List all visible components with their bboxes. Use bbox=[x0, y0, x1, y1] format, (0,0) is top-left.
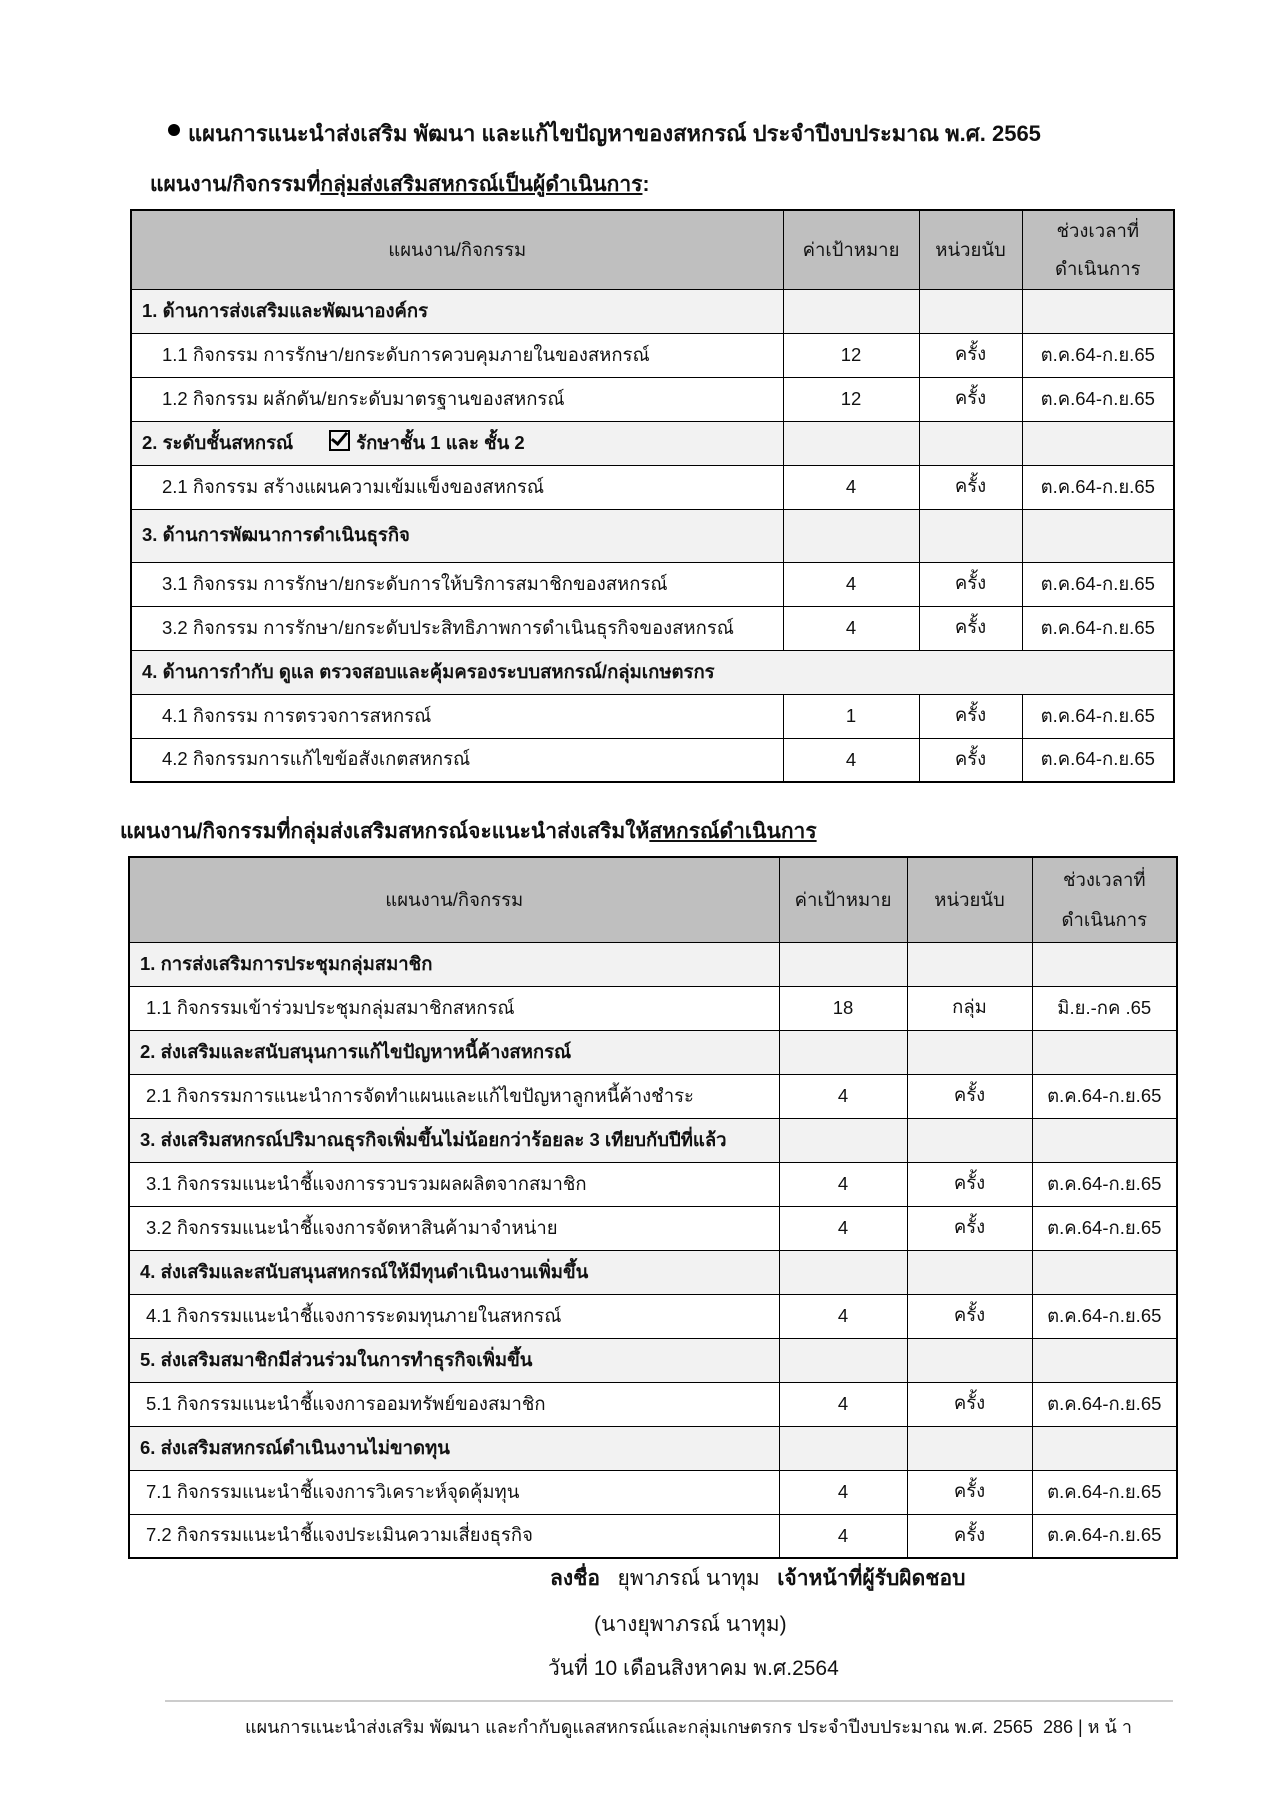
activity-row bbox=[129, 1074, 1177, 1118]
activity-row bbox=[131, 333, 1174, 377]
col-target: ค่าเป้าหมาย bbox=[779, 857, 907, 942]
signature-line bbox=[550, 1562, 965, 1595]
heading-underlined: สหกรณ์ดำเนินการ bbox=[649, 820, 817, 843]
empty-cell bbox=[1022, 509, 1174, 562]
section-row bbox=[129, 1250, 1177, 1294]
unit-cell: ครั้ง bbox=[907, 1206, 1032, 1250]
period-cell: ต.ค.64-ก.ย.65 bbox=[1022, 377, 1174, 421]
activity-cell: 2.1 กิจกรรม สร้างแผนความเข้มแข็งของสหกรณ์ bbox=[131, 465, 783, 509]
period-cell: มิ.ย.-กค .65 bbox=[1032, 986, 1177, 1030]
section-label: 6. ส่งเสริมสหกรณ์ดำเนินงานไม่ขาดทุน bbox=[140, 1436, 450, 1458]
target-cell: 1 bbox=[783, 694, 919, 738]
empty-cell bbox=[779, 942, 907, 986]
empty-cell bbox=[919, 421, 1022, 465]
activity-cell: 1.2 กิจกรรม ผลักดัน/ยกระดับมาตรฐานของสหกรณ์ bbox=[131, 377, 783, 421]
target-cell: 4 bbox=[779, 1382, 907, 1426]
empty-cell bbox=[919, 509, 1022, 562]
table-header-row bbox=[129, 857, 1177, 942]
period-cell: ต.ค.64-ก.ย.65 bbox=[1022, 333, 1174, 377]
activity-row bbox=[129, 1514, 1177, 1558]
target-cell: 12 bbox=[783, 377, 919, 421]
target-cell: 4 bbox=[779, 1514, 907, 1558]
section-label-cell bbox=[129, 942, 779, 986]
empty-cell bbox=[1032, 1338, 1177, 1382]
section-row bbox=[129, 1338, 1177, 1382]
empty-cell bbox=[779, 1118, 907, 1162]
activity-row bbox=[129, 1294, 1177, 1338]
period-cell: ต.ค.64-ก.ย.65 bbox=[1022, 606, 1174, 650]
table-header-row bbox=[131, 210, 1174, 289]
empty-cell bbox=[907, 1030, 1032, 1074]
activity-cell: 5.1 กิจกรรมแนะนำชี้แจงการออมทรัพย์ของสมาชิก bbox=[129, 1382, 779, 1426]
section-row bbox=[131, 509, 1174, 562]
section-label-cell bbox=[129, 1338, 779, 1382]
activity-row bbox=[131, 738, 1174, 782]
unit-cell: ครั้ง bbox=[907, 1514, 1032, 1558]
activity-cell: 1.1 กิจกรรมเข้าร่วมประชุมกลุ่มสมาชิกสหกรณ์ bbox=[129, 986, 779, 1030]
empty-cell bbox=[907, 1118, 1032, 1162]
section-label: 1. ด้านการส่งเสริมและพัฒนาองค์กร bbox=[142, 299, 429, 321]
section-label: 3. ส่งเสริมสหกรณ์ปริมาณธุรกิจเพิ่มขึ้นไม่น้อยกว่าร้อยละ 3 เทียบกับปีที่แล้ว bbox=[140, 1128, 727, 1150]
empty-cell bbox=[779, 1250, 907, 1294]
empty-cell bbox=[907, 1426, 1032, 1470]
activity-cell: 4.1 กิจกรรม การตรวจการสหกรณ์ bbox=[131, 694, 783, 738]
target-cell: 4 bbox=[783, 606, 919, 650]
period-cell: ต.ค.64-ก.ย.65 bbox=[1032, 1074, 1177, 1118]
footer-divider bbox=[165, 1700, 1173, 1702]
section-label: 3. ด้านการพัฒนาการดำเนินธุรกิจ bbox=[142, 524, 410, 545]
title-text: แผนการแนะนำส่งเสริม พัฒนา และแก้ไขปัญหาของสหกรณ์ ประจำปีงบประมาณ พ.ศ. 2565 bbox=[188, 121, 1041, 146]
period-cell: ต.ค.64-ก.ย.65 bbox=[1032, 1206, 1177, 1250]
col-unit: หน่วยนับ bbox=[919, 210, 1022, 289]
col-target: ค่าเป้าหมาย bbox=[783, 210, 919, 289]
activity-cell: 3.1 กิจกรรมแนะนำชี้แจงการรวบรวมผลผลิตจากสมาชิก bbox=[129, 1162, 779, 1206]
empty-cell bbox=[1032, 1250, 1177, 1294]
document-title bbox=[168, 116, 1041, 151]
empty-cell bbox=[779, 1338, 907, 1382]
activity-row bbox=[129, 1382, 1177, 1426]
empty-cell bbox=[1032, 942, 1177, 986]
section-label: 5. ส่งเสริมสมาชิกมีส่วนร่วมในการทำธุรกิจเพิ่มขึ้น bbox=[140, 1348, 533, 1370]
unit-cell: ครั้ง bbox=[919, 333, 1022, 377]
empty-cell bbox=[1032, 1118, 1177, 1162]
col-unit: หน่วยนับ bbox=[907, 857, 1032, 942]
activity-cell: 7.1 กิจกรรมแนะนำชี้แจงการวิเคราะห์จุดคุ้มทุน bbox=[129, 1470, 779, 1514]
footer bbox=[245, 1712, 1132, 1741]
empty-cell bbox=[1022, 289, 1174, 333]
bullet-icon bbox=[168, 124, 180, 136]
activity-row bbox=[131, 465, 1174, 509]
empty-cell bbox=[1032, 1426, 1177, 1470]
activity-row bbox=[131, 377, 1174, 421]
signer-role: เจ้าหน้าที่ผู้รับผิดชอบ bbox=[777, 1567, 966, 1590]
plan-table-cooperative bbox=[128, 856, 1178, 1559]
section-row bbox=[129, 1030, 1177, 1074]
section-label: 1. การส่งเสริมการประชุมกลุ่มสมาชิก bbox=[140, 952, 433, 974]
section-label-cell bbox=[129, 1426, 779, 1470]
unit-cell: ครั้ง bbox=[907, 1382, 1032, 1426]
activity-cell: 7.2 กิจกรรมแนะนำชี้แจงประเมินความเสี่ยงธุรกิจ bbox=[129, 1514, 779, 1558]
empty-cell bbox=[779, 1426, 907, 1470]
unit-cell: ครั้ง bbox=[907, 1470, 1032, 1514]
section2-heading bbox=[120, 815, 817, 848]
heading-prefix: แผนงาน/กิจกรรมที่ bbox=[150, 173, 321, 196]
section-label: 4. ด้านการกำกับ ดูแล ตรวจสอบและคุ้มครองระบบสหกรณ์/กลุ่มเกษตรกร bbox=[142, 660, 715, 682]
activity-row bbox=[129, 1206, 1177, 1250]
col-period: ช่วงเวลาที่ดำเนินการ bbox=[1032, 857, 1177, 942]
section-row bbox=[129, 1426, 1177, 1470]
empty-cell bbox=[783, 289, 919, 333]
unit-cell: ครั้ง bbox=[919, 738, 1022, 782]
activity-row bbox=[131, 694, 1174, 738]
section-label-cell bbox=[129, 1030, 779, 1074]
activity-cell: 3.1 กิจกรรม การรักษา/ยกระดับการให้บริการสมาชิกของสหกรณ์ bbox=[131, 562, 783, 606]
section-label-cell bbox=[131, 650, 1174, 694]
section-row bbox=[129, 942, 1177, 986]
unit-cell: ครั้ง bbox=[919, 465, 1022, 509]
target-cell: 12 bbox=[783, 333, 919, 377]
footer-text: แผนการแนะนำส่งเสริม พัฒนา และกำกับดูแลสหกรณ์และกลุ่มเกษตรกร ประจำปีงบประมาณ พ.ศ. 2565 bbox=[245, 1717, 1033, 1737]
unit-cell: ครั้ง bbox=[919, 606, 1022, 650]
check-label: รักษาชั้น 1 และ ชั้น 2 bbox=[356, 431, 525, 453]
page-number: 286 | ห น้ า bbox=[1042, 1717, 1132, 1737]
empty-cell bbox=[783, 421, 919, 465]
empty-cell bbox=[907, 1250, 1032, 1294]
target-cell: 4 bbox=[783, 562, 919, 606]
activity-cell: 3.2 กิจกรรมแนะนำชี้แจงการจัดหาสินค้ามาจำหน่าย bbox=[129, 1206, 779, 1250]
section-row bbox=[129, 1118, 1177, 1162]
section1-heading bbox=[150, 168, 649, 201]
col-activity: แผนงาน/กิจกรรม bbox=[129, 857, 779, 942]
target-cell: 4 bbox=[779, 1074, 907, 1118]
period-cell: ต.ค.64-ก.ย.65 bbox=[1032, 1162, 1177, 1206]
empty-cell bbox=[1022, 421, 1174, 465]
section-label-cell bbox=[129, 1250, 779, 1294]
unit-cell: กลุ่ม bbox=[907, 986, 1032, 1030]
signer-name: ยุพาภรณ์ นาทุม bbox=[617, 1567, 760, 1590]
section-label-cell bbox=[129, 1118, 779, 1162]
activity-cell: 2.1 กิจกรรมการแนะนำการจัดทำแผนและแก้ไขปัญหาลูกหนี้ค้างชำระ bbox=[129, 1074, 779, 1118]
empty-cell bbox=[1032, 1030, 1177, 1074]
col-period: ช่วงเวลาที่ดำเนินการ bbox=[1022, 210, 1174, 289]
target-cell: 4 bbox=[779, 1470, 907, 1514]
activity-row bbox=[131, 562, 1174, 606]
section-label-cell bbox=[131, 509, 783, 562]
unit-cell: ครั้ง bbox=[919, 694, 1022, 738]
plan-table-group bbox=[130, 209, 1175, 783]
signature-date: วันที่ 10 เดือนสิงหาคม พ.ศ.2564 bbox=[548, 1657, 839, 1680]
target-cell: 4 bbox=[779, 1294, 907, 1338]
period-cell: ต.ค.64-ก.ย.65 bbox=[1022, 562, 1174, 606]
activity-cell: 1.1 กิจกรรม การรักษา/ยกระดับการควบคุมภายในของสหกรณ์ bbox=[131, 333, 783, 377]
checkbox-checked-icon bbox=[329, 430, 350, 451]
sign-label: ลงชื่อ bbox=[550, 1567, 600, 1590]
activity-row bbox=[129, 986, 1177, 1030]
unit-cell: ครั้ง bbox=[919, 562, 1022, 606]
section-row bbox=[131, 421, 1174, 465]
empty-cell bbox=[779, 1030, 907, 1074]
section-row bbox=[131, 650, 1174, 694]
section-label: 2. ระดับชั้นสหกรณ์ bbox=[142, 431, 294, 453]
activity-cell: 4.2 กิจกรรมการแก้ไขข้อสังเกตสหกรณ์ bbox=[131, 738, 783, 782]
unit-cell: ครั้ง bbox=[919, 377, 1022, 421]
period-cell: ต.ค.64-ก.ย.65 bbox=[1022, 738, 1174, 782]
activity-row bbox=[131, 606, 1174, 650]
activity-row bbox=[129, 1470, 1177, 1514]
empty-cell bbox=[919, 289, 1022, 333]
section-label-cell bbox=[131, 421, 783, 465]
section-label: 2. ส่งเสริมและสนับสนุนการแก้ไขปัญหาหนี้ค้างสหกรณ์ bbox=[140, 1040, 572, 1062]
period-cell: ต.ค.64-ก.ย.65 bbox=[1032, 1294, 1177, 1338]
section-label: 4. ส่งเสริมและสนับสนุนสหกรณ์ให้มีทุนดำเนินงานเพิ่มขึ้น bbox=[140, 1260, 589, 1282]
period-cell: ต.ค.64-ก.ย.65 bbox=[1022, 694, 1174, 738]
activity-cell: 4.1 กิจกรรมแนะนำชี้แจงการระดมทุนภายในสหกรณ์ bbox=[129, 1294, 779, 1338]
section-label-cell bbox=[131, 289, 783, 333]
empty-cell bbox=[907, 942, 1032, 986]
target-cell: 4 bbox=[779, 1162, 907, 1206]
unit-cell: ครั้ง bbox=[907, 1294, 1032, 1338]
section-row bbox=[131, 289, 1174, 333]
target-cell: 4 bbox=[783, 465, 919, 509]
heading-prefix: แผนงาน/กิจกรรมที่กลุ่มส่งเสริมสหกรณ์จะแนะนำส่งเสริมให้ bbox=[120, 820, 650, 843]
empty-cell bbox=[907, 1338, 1032, 1382]
period-cell: ต.ค.64-ก.ย.65 bbox=[1022, 465, 1174, 509]
target-cell: 18 bbox=[779, 986, 907, 1030]
target-cell: 4 bbox=[783, 738, 919, 782]
period-cell: ต.ค.64-ก.ย.65 bbox=[1032, 1514, 1177, 1558]
col-activity: แผนงาน/กิจกรรม bbox=[131, 210, 783, 289]
unit-cell: ครั้ง bbox=[907, 1074, 1032, 1118]
period-cell: ต.ค.64-ก.ย.65 bbox=[1032, 1470, 1177, 1514]
empty-cell bbox=[783, 509, 919, 562]
heading-underlined: กลุ่มส่งเสริมสหกรณ์เป็นผู้ดำเนินการ bbox=[320, 173, 643, 196]
signer-full-name: (นางยุพาภรณ์ นาทุม) bbox=[594, 1613, 787, 1636]
heading-suffix: : bbox=[642, 173, 650, 196]
target-cell: 4 bbox=[779, 1206, 907, 1250]
activity-cell: 3.2 กิจกรรม การรักษา/ยกระดับประสิทธิภาพการดำเนินธุรกิจของสหกรณ์ bbox=[131, 606, 783, 650]
period-cell: ต.ค.64-ก.ย.65 bbox=[1032, 1382, 1177, 1426]
activity-row bbox=[129, 1162, 1177, 1206]
unit-cell: ครั้ง bbox=[907, 1162, 1032, 1206]
